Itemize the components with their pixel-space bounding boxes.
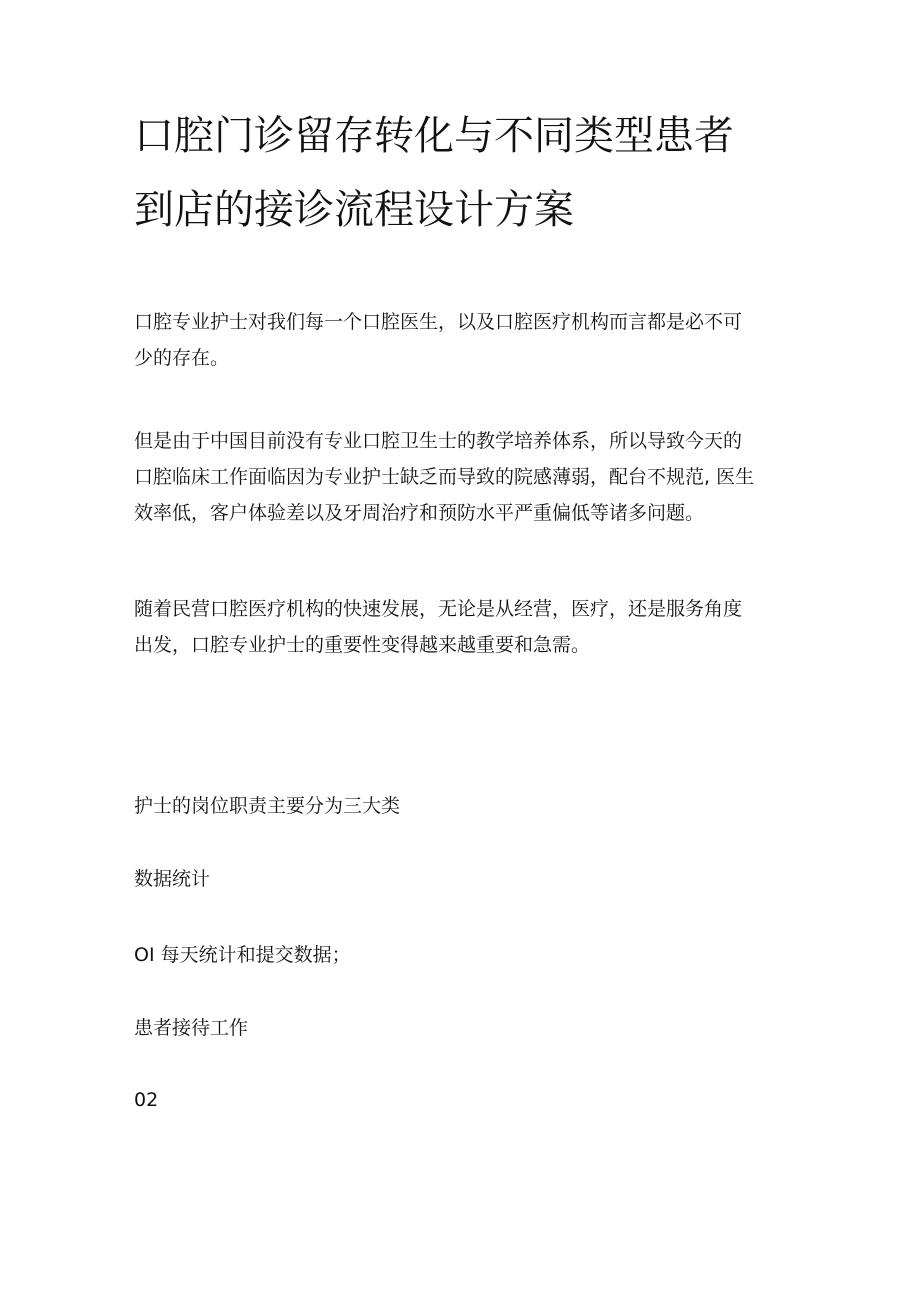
paragraph-line: 随着民营口腔医疗机构的快速发展，无论是从经营，医疗，还是服务角度 (134, 598, 743, 620)
paragraph-current-problems (134, 423, 794, 531)
subheading-data-statistics: 数据统计 (134, 868, 211, 890)
paragraph-development (134, 591, 794, 663)
document-title-line-2: 到店的接诊流程设计方案 (134, 187, 574, 233)
section-heading-nurse-duties: 护士的岗位职责主要分为三大类 (134, 795, 401, 817)
paragraph-nurse-importance (134, 304, 794, 376)
paragraph-line: 少的存在。 (134, 347, 230, 369)
paragraph-line: 口腔临床工作面临因为专业护士缺乏而导致的院感薄弱，配台不规范, 医生 (134, 466, 755, 488)
list-item-number: 02 (134, 1089, 159, 1111)
paragraph-line: 但是由于中国目前没有专业口腔卫生士的教学培养体系，所以导致今天的 (134, 430, 743, 452)
list-item-daily-data: OI 每天统计和提交数据； (134, 944, 351, 966)
subheading-patient-reception: 患者接待工作 (134, 1017, 249, 1039)
document-title-line-1: 口腔门诊留存转化与不同类型患者 (134, 113, 734, 159)
paragraph-line: 口腔专业护士对我们每一个口腔医生，以及口腔医疗机构而言都是必不可 (134, 311, 743, 333)
paragraph-line: 效率低，客户体验差以及牙周治疗和预防水平严重偏低等诸多问题。 (134, 502, 705, 524)
paragraph-line: 出发，口腔专业护士的重要性变得越来越重要和急需。 (134, 634, 591, 656)
